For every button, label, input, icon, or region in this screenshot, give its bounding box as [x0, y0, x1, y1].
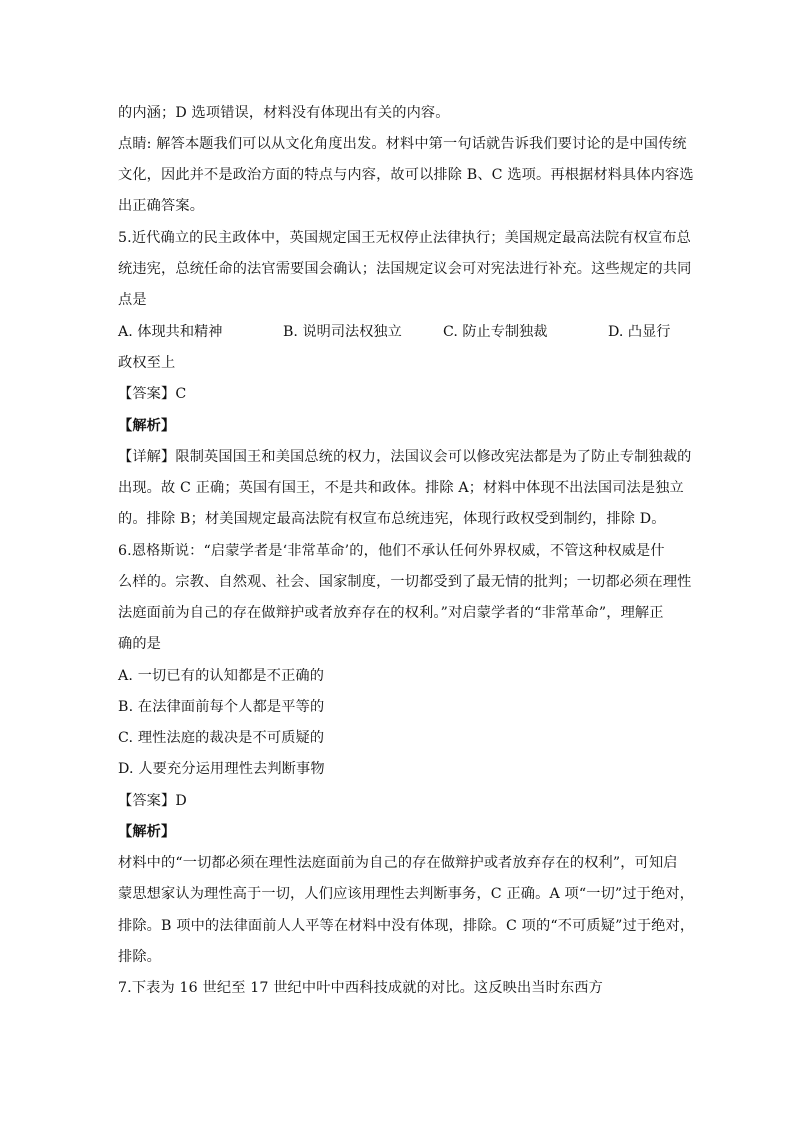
question-6-analysis-label: 【解析】 [118, 824, 176, 840]
question-5-answer: 【答案】C [118, 386, 187, 402]
question-6-analysis: 蒙思想家认为理性高于一切，人们应该用理性去判断事务，C 正确。A 项“一切”过于绝对， [118, 886, 695, 902]
question-5-stem: 5.近代确立的民主政体中，英国规定国王无权停止法律执行；美国规定最高法院有权宣布总 [118, 230, 692, 246]
text-line: 点睛: 解答本题我们可以从文化角度出发。材料中第一句话就告诉我们要讨论的是中国传统 [118, 136, 687, 152]
text-line: 文化，因此并不是政治方面的特点与内容，故可以排除 B、C 选项。再根据材料具体内容选 [118, 167, 694, 183]
question-5-option-c: C. 防止专制独裁 [443, 324, 548, 340]
question-6-option-c: C. 理性法庭的裁决是不可质疑的 [118, 730, 325, 746]
question-6-stem: 么样的。宗教、自然观、社会、国家制度，一切都受到了最无情的批判；一切都必须在理性 [118, 574, 692, 590]
question-5-detail: 【详解】限制英国国王和美国总统的权力，法国议会可以修改宪法都是为了防止专制独裁的 [118, 449, 692, 465]
question-5-stem: 点是 [118, 292, 147, 308]
question-5-option-b: B. 说明司法权独立 [283, 324, 402, 340]
question-6-analysis: 排除。B 项中的法律面前人人平等在材料中没有体现，排除。C 项的“不可质疑”过于绝对， [118, 918, 695, 934]
question-5-option-a: A. 体现共和精神 [118, 324, 223, 340]
question-5-detail: 的。排除 B；材美国规定最高法院有权宣布总统违宪，体现行政权受到制约，排除 D。 [118, 511, 666, 527]
question-5-stem: 统违宪，总统任命的法官需要国会确认；法国规定议会可对宪法进行补充。这些规定的共同 [118, 261, 692, 277]
text-line: 的内涵；D 选项错误，材料没有体现出有关的内容。 [118, 105, 450, 121]
question-5-detail: 出现。故 C 正确；英国有国王，不是共和政体。排除 A；材料中体现不出法国司法是独立 [118, 480, 684, 496]
question-6-option-b: B. 在法律面前每个人都是平等的 [118, 699, 325, 715]
question-6-answer: 【答案】D [118, 793, 187, 809]
question-5-option-d-wrap: 政权至上 [118, 355, 176, 371]
question-5-analysis-label: 【解析】 [118, 418, 176, 434]
text-line: 出正确答案。 [118, 198, 205, 214]
question-6-stem: 法庭面前为自己的存在做辩护或者放弃存在的权利。”对启蒙学者的“非常革命”，理解正 [118, 605, 664, 621]
question-6-stem: 6.恩格斯说：“启蒙学者是‘非常革命’的，他们不承认任何外界权威，不管这种权威是什 [118, 543, 665, 559]
question-6-option-d: D. 人要充分运用理性去判断事物 [118, 761, 325, 777]
question-6-analysis: 材料中的“一切都必须在理性法庭面前为自己的存在做辩护或者放弃存在的权利”，可知启 [118, 855, 678, 871]
question-6-option-a: A. 一切已有的认知都是不正确的 [118, 668, 325, 684]
question-6-stem: 确的是 [118, 636, 162, 652]
question-5-option-d: D. 凸显行 [608, 324, 671, 340]
question-6-analysis: 排除。 [118, 949, 162, 965]
question-7-stem: 7.下表为 16 世纪至 17 世纪中叶中西科技成就的对比。这反映出当时东西方 [118, 980, 603, 996]
